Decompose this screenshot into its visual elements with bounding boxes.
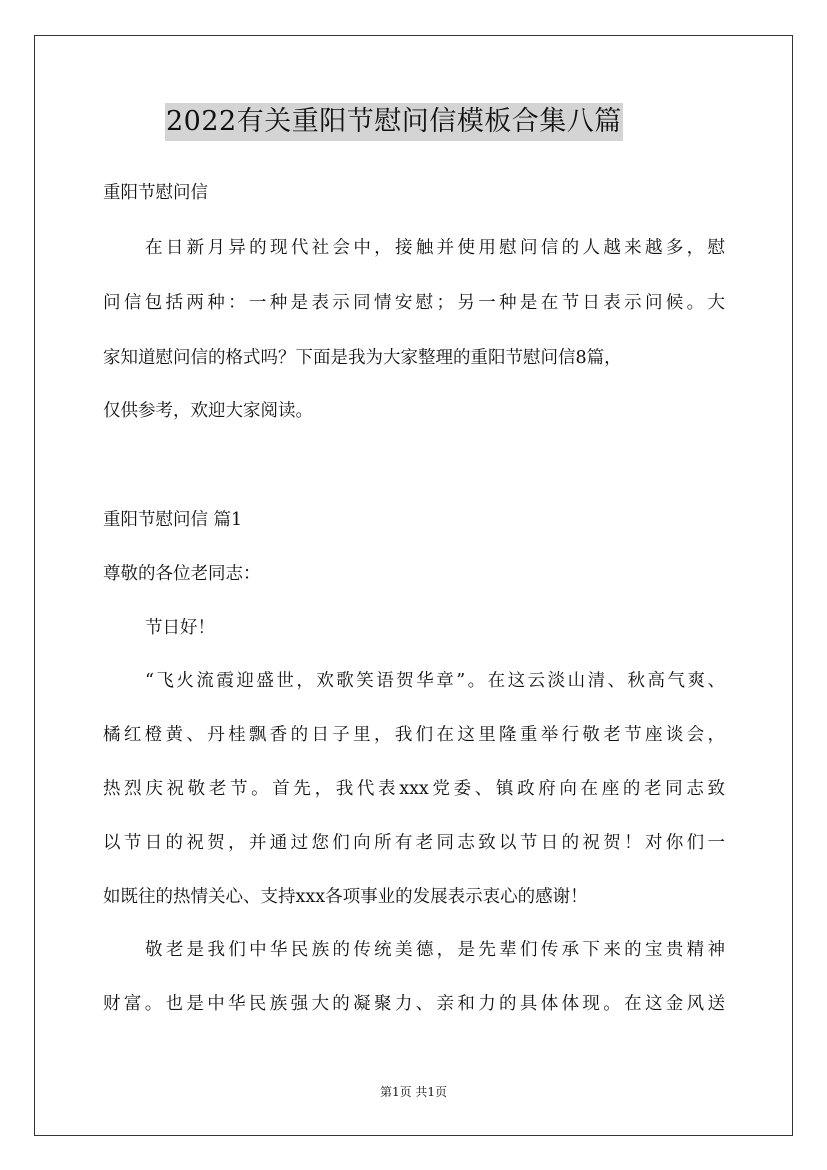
paragraph-line: 仅供参考，欢迎大家阅读。 [103,401,313,421]
greeting-line: 节日好！ [145,618,215,638]
paragraph-line: 财富。也是中华民族强大的凝聚力、亲和力的具体体现。在这金风送 [103,994,725,1014]
paragraph-line: 问信包括两种：一种是表示同情安慰；另一种是在节日表示问候。大 [103,293,725,313]
paragraph-line: 以节日的祝贺，并通过您们向所有老同志致以节日的祝贺！对你们一 [103,833,725,853]
paragraph-line: 橘红橙黄、丹桂飘香的日子里，我们在这里隆重举行敬老节座谈会， [103,725,725,745]
document-title: 2022有关重阳节慰问信模板合集八篇 [165,103,623,141]
page-footer: 第1页 共1页 [379,1085,448,1099]
salutation: 尊敬的各位老同志： [103,564,261,584]
paragraph-line: “飞火流霞迎盛世，欢歌笑语贺华章”。在这云淡山清、秋高气爽、 [145,671,725,691]
paragraph-line: 家知道慰问信的格式吗？下面是我为大家整理的重阳节慰问信8篇， [103,348,622,368]
section-heading: 重阳节慰问信 [103,183,208,203]
paragraph-line: 敬老是我们中华民族的传统美德，是先辈们传承下来的宝贵精神 [145,940,725,960]
paragraph-line: 如既往的热情关心、支持xxx各项事业的发展表示衷心的感谢！ [103,887,588,907]
paragraph-line: 热烈庆祝敬老节。首先，我代表xxx党委、镇政府向在座的老同志致 [103,779,725,799]
paragraph-line: 在日新月异的现代社会中，接触并使用慰问信的人越来越多，慰 [145,238,725,258]
section-heading: 重阳节慰问信 篇1 [103,510,243,530]
